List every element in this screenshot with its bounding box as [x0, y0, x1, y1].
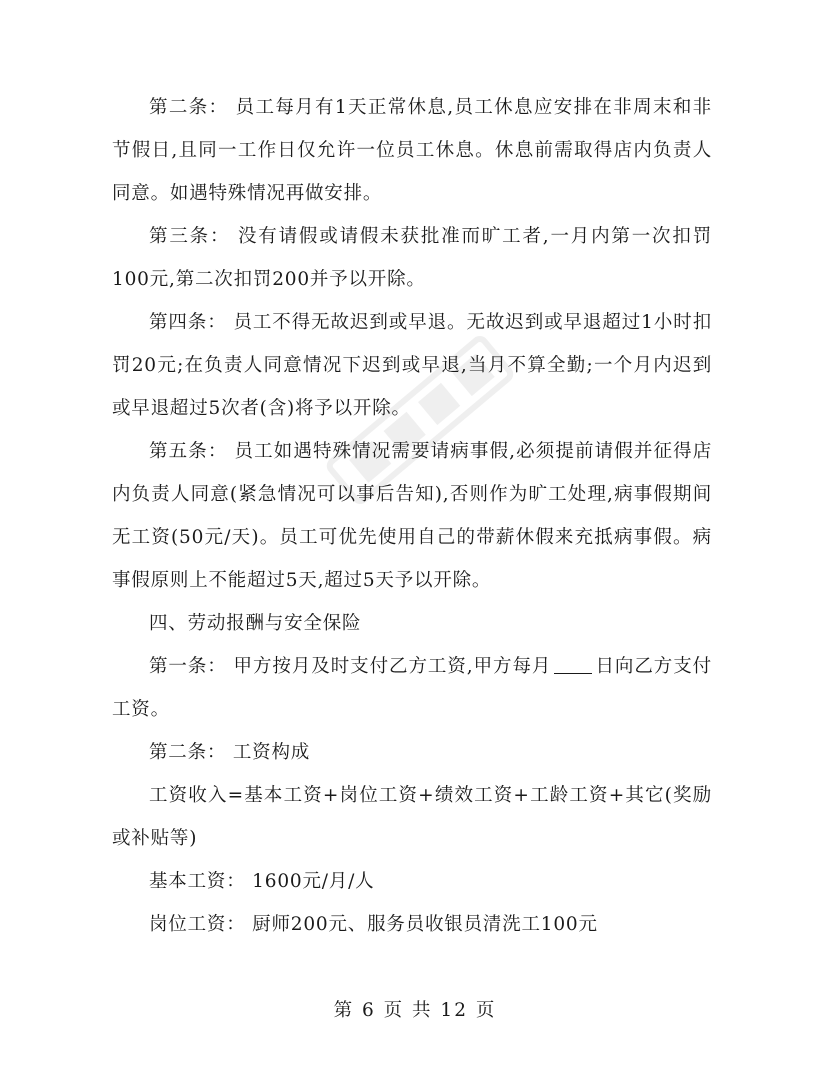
position-salary: 岗位工资： 厨师200元、服务员收银员清洗工100元	[149, 914, 598, 935]
article-5-sick-leave: 第五条： 员工如遇特殊情况需要请病事假,必须提前请假并征得店内负责人同意(紧急情况可以事后告知),否则作为旷工处理,病事假期间无工资(50元/天)。员工可优先使用自己的带薪休假来充抵病事假。病事假原则上不能超过5天,超过5天予以开除。	[112, 441, 712, 591]
article-1-payment	[112, 645, 712, 731]
payment-text-after: 日向乙方支付工资。	[112, 656, 712, 720]
page-footer: 第 6 页 共 12 页	[333, 1000, 497, 1021]
base-salary: 基本工资： 1600元/月/人	[149, 871, 375, 892]
article-4-lateness: 第四条： 员工不得无故迟到或早退。无故迟到或早退超过1小时扣罚20元;在负责人同意情况下迟到或早退,当月不算全勤;一个月内迟到或早退超过5次者(含)将予以开除。	[112, 312, 712, 419]
article-2-rest-days: 第二条： 员工每月有1天正常休息,员工休息应安排在非周末和非节假日,且同一工作日仅允许一位员工休息。休息前需取得店内负责人同意。如遇特殊情况再做安排。	[112, 97, 712, 204]
article-3-absenteeism: 第三条： 没有请假或请假未获批准而旷工者,一月内第一次扣罚100元,第二次扣罚200并予以开除。	[112, 226, 712, 290]
article-2-salary-structure: 第二条： 工资构成	[149, 742, 311, 763]
salary-formula: 工资收入=基本工资+岗位工资+绩效工资+工龄工资+其它(奖励或补贴等)	[112, 785, 712, 849]
payment-text-before: 第一条： 甲方按月及时支付乙方工资,甲方每月	[149, 656, 552, 677]
document-body	[112, 86, 712, 946]
section-heading-remuneration: 四、劳动报酬与安全保险	[149, 613, 362, 634]
payment-day-blank	[554, 655, 592, 675]
